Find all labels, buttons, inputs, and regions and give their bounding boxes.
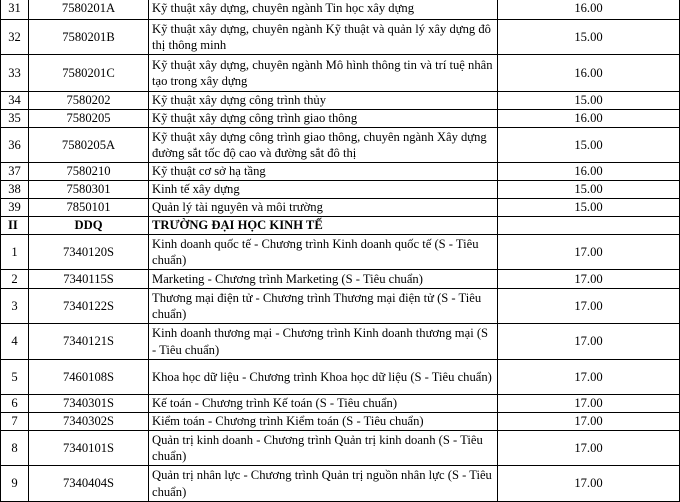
table-row bbox=[1, 413, 680, 431]
major-name: Kinh doanh thương mại - Chương trình Kinh doanh thương mại (S - Tiêu chuẩn) bbox=[149, 324, 498, 360]
major-name: Marketing - Chương trình Marketing (S - Tiêu chuẩn) bbox=[149, 270, 498, 289]
cutoff-score: 16.00 bbox=[498, 55, 680, 92]
cutoff-score: 15.00 bbox=[498, 92, 680, 110]
table-row bbox=[1, 163, 680, 181]
row-number: 1 bbox=[1, 235, 29, 270]
table-row bbox=[1, 128, 680, 163]
cutoff-score: 17.00 bbox=[498, 466, 680, 502]
row-number: 9 bbox=[1, 466, 29, 502]
major-code: 7340122S bbox=[29, 289, 149, 324]
major-code: 7580202 bbox=[29, 92, 149, 110]
cutoff-score: 16.00 bbox=[498, 110, 680, 128]
cutoff-score: 15.00 bbox=[498, 128, 680, 163]
row-number: 8 bbox=[1, 431, 29, 466]
row-number: 7 bbox=[1, 413, 29, 431]
table-row bbox=[1, 92, 680, 110]
row-number: 2 bbox=[1, 270, 29, 289]
row-number: 31 bbox=[1, 0, 29, 20]
cutoff-score: 15.00 bbox=[498, 181, 680, 199]
major-name: Kinh tế xây dựng bbox=[149, 181, 498, 199]
cutoff-score: 15.00 bbox=[498, 199, 680, 217]
section-code: DDQ bbox=[29, 217, 149, 235]
row-number: 6 bbox=[1, 395, 29, 413]
row-number: 39 bbox=[1, 199, 29, 217]
cutoff-score: 17.00 bbox=[498, 324, 680, 360]
cutoff-score: 17.00 bbox=[498, 360, 680, 395]
table-row bbox=[1, 55, 680, 92]
major-name: Quản lý tài nguyên và môi trường bbox=[149, 199, 498, 217]
table-row bbox=[1, 324, 680, 360]
major-name: Khoa học dữ liệu - Chương trình Khoa học dữ liệu (S - Tiêu chuẩn) bbox=[149, 360, 498, 395]
section-header-row bbox=[1, 217, 680, 235]
major-code: 7850101 bbox=[29, 199, 149, 217]
major-name: Thương mại điện tử - Chương trình Thương mại điện tử (S - Tiêu chuẩn) bbox=[149, 289, 498, 324]
major-code: 7580301 bbox=[29, 181, 149, 199]
table-row bbox=[1, 20, 680, 55]
row-number: 36 bbox=[1, 128, 29, 163]
cutoff-score: 17.00 bbox=[498, 395, 680, 413]
table-row bbox=[1, 110, 680, 128]
major-code: 7580201B bbox=[29, 20, 149, 55]
row-number: 37 bbox=[1, 163, 29, 181]
row-number: 5 bbox=[1, 360, 29, 395]
major-code: 7340115S bbox=[29, 270, 149, 289]
section-number: II bbox=[1, 217, 29, 235]
table-row bbox=[1, 289, 680, 324]
cutoff-score: 16.00 bbox=[498, 0, 680, 20]
major-name: Kỹ thuật xây dựng, chuyên ngành Mô hình thông tin và trí tuệ nhân tạo trong xây dựng bbox=[149, 55, 498, 92]
table-row bbox=[1, 466, 680, 502]
row-number: 34 bbox=[1, 92, 29, 110]
major-code: 7580205A bbox=[29, 128, 149, 163]
major-code: 7580205 bbox=[29, 110, 149, 128]
section-title: TRƯỜNG ĐẠI HỌC KINH TẾ bbox=[149, 217, 498, 235]
section-score bbox=[498, 217, 680, 235]
major-code: 7340404S bbox=[29, 466, 149, 502]
major-name: Quản trị nhân lực - Chương trình Quản trị nguồn nhân lực (S - Tiêu chuẩn) bbox=[149, 466, 498, 502]
major-name: Kỹ thuật xây dựng, chuyên ngành Tin học xây dựng bbox=[149, 0, 498, 20]
major-code: 7340302S bbox=[29, 413, 149, 431]
table-row bbox=[1, 431, 680, 466]
major-code: 7340121S bbox=[29, 324, 149, 360]
row-number: 35 bbox=[1, 110, 29, 128]
cutoff-score: 17.00 bbox=[498, 413, 680, 431]
major-name: Kỹ thuật cơ sở hạ tầng bbox=[149, 163, 498, 181]
row-number: 4 bbox=[1, 324, 29, 360]
major-code: 7580210 bbox=[29, 163, 149, 181]
row-number: 32 bbox=[1, 20, 29, 55]
major-code: 7580201A bbox=[29, 0, 149, 20]
cutoff-score: 17.00 bbox=[498, 235, 680, 270]
major-name: Quản trị kinh doanh - Chương trình Quản trị kinh doanh (S - Tiêu chuẩn) bbox=[149, 431, 498, 466]
major-code: 7340101S bbox=[29, 431, 149, 466]
table-row bbox=[1, 360, 680, 395]
major-name: Kiểm toán - Chương trình Kiểm toán (S - Tiêu chuẩn) bbox=[149, 413, 498, 431]
major-code: 7340301S bbox=[29, 395, 149, 413]
row-number: 38 bbox=[1, 181, 29, 199]
row-number: 3 bbox=[1, 289, 29, 324]
cutoff-score: 17.00 bbox=[498, 431, 680, 466]
row-number: 33 bbox=[1, 55, 29, 92]
cutoff-score: 17.00 bbox=[498, 270, 680, 289]
table-row bbox=[1, 0, 680, 20]
cutoff-score: 17.00 bbox=[498, 289, 680, 324]
major-code: 7580201C bbox=[29, 55, 149, 92]
major-name: Kỹ thuật xây dựng, chuyên ngành Kỹ thuật và quản lý xây dựng đô thị thông minh bbox=[149, 20, 498, 55]
major-code: 7340120S bbox=[29, 235, 149, 270]
cutoff-score: 16.00 bbox=[498, 163, 680, 181]
major-name: Kỹ thuật xây dựng công trình giao thông bbox=[149, 110, 498, 128]
table-row bbox=[1, 199, 680, 217]
major-name: Kế toán - Chương trình Kế toán (S - Tiêu chuẩn) bbox=[149, 395, 498, 413]
major-name: Kỹ thuật xây dựng công trình thủy bbox=[149, 92, 498, 110]
major-name: Kinh doanh quốc tế - Chương trình Kinh doanh quốc tế (S - Tiêu chuẩn) bbox=[149, 235, 498, 270]
major-name: Kỹ thuật xây dựng công trình giao thông, chuyên ngành Xây dựng đường sắt tốc độ cao và đường sắt đô thị bbox=[149, 128, 498, 163]
table-row bbox=[1, 235, 680, 270]
cutoff-score: 15.00 bbox=[498, 20, 680, 55]
table-row bbox=[1, 181, 680, 199]
table-row bbox=[1, 270, 680, 289]
table-row bbox=[1, 395, 680, 413]
major-code: 7460108S bbox=[29, 360, 149, 395]
